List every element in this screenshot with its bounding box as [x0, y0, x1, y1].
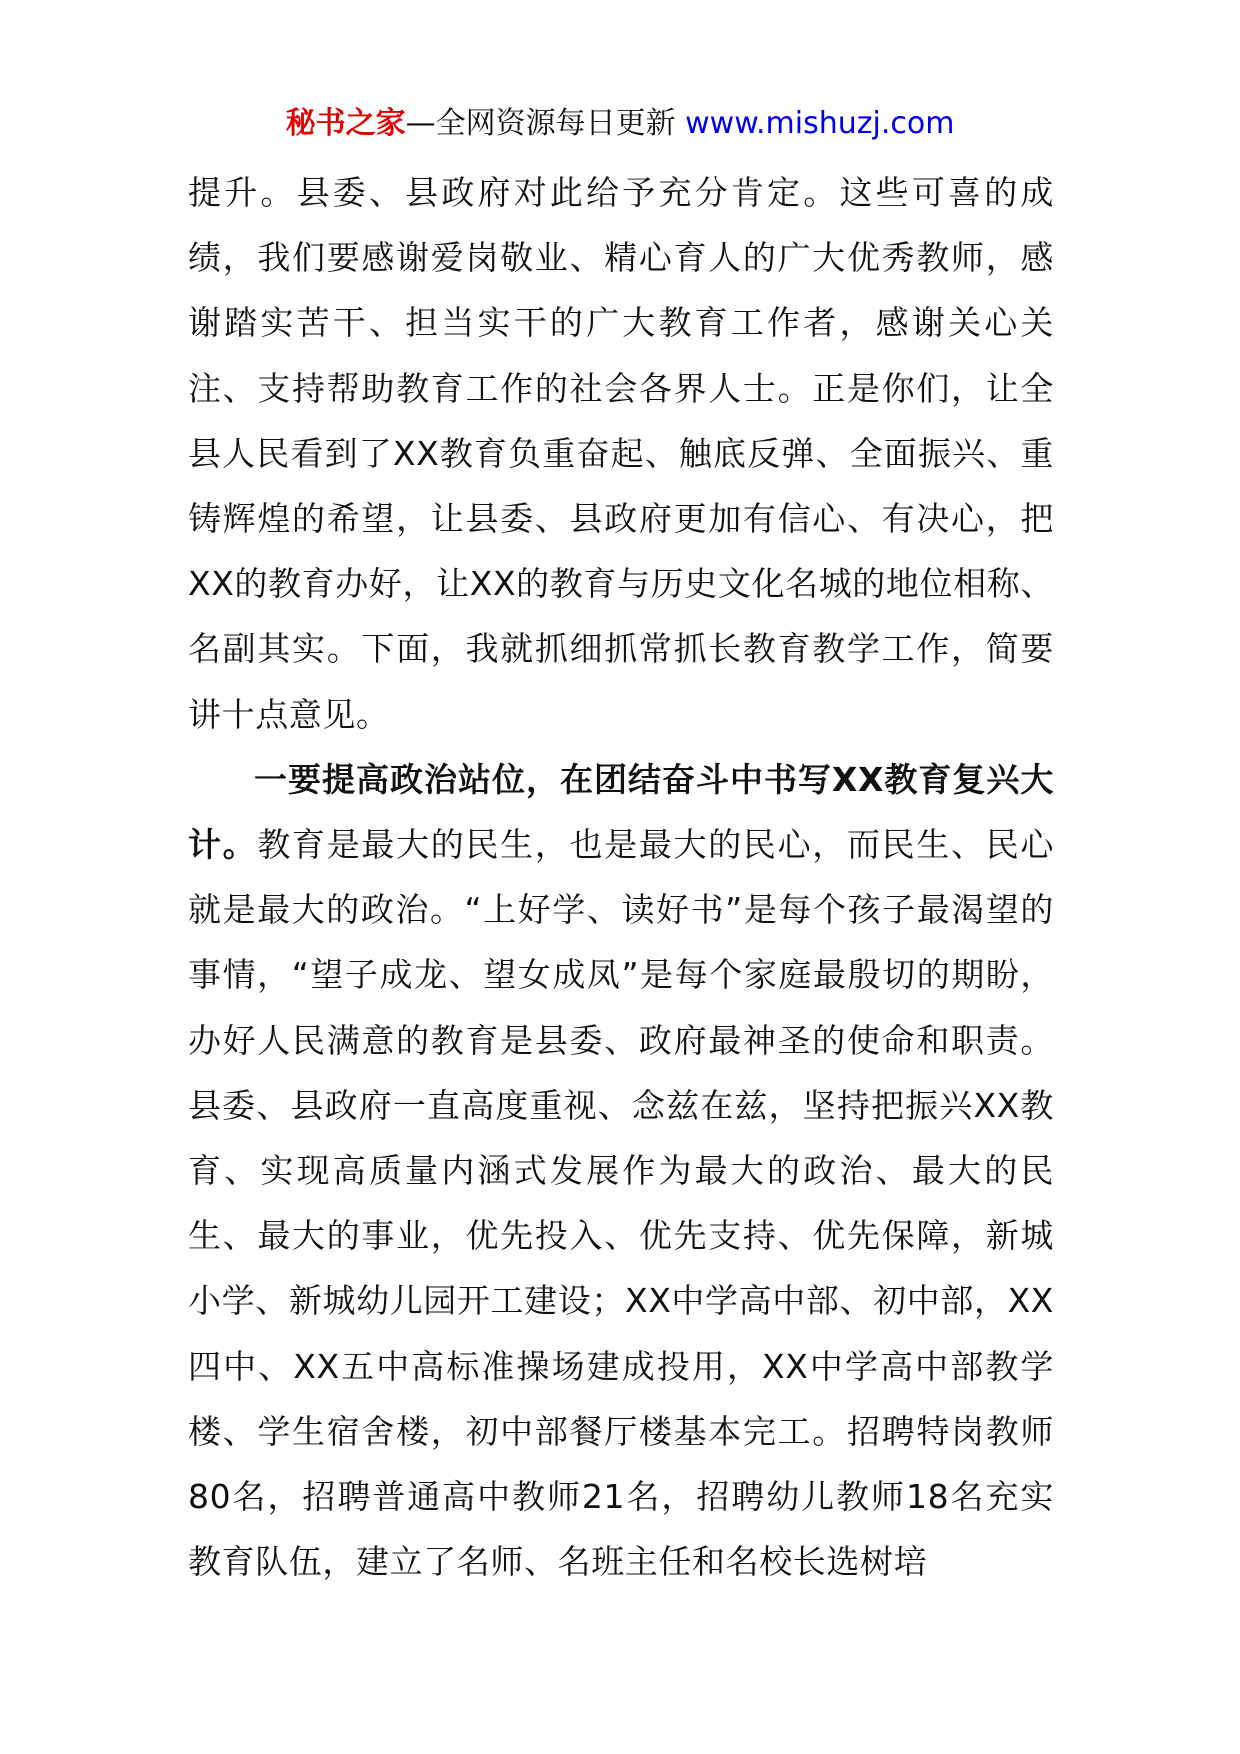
paragraph-text: 教育是最大的民生，也是最大的民心，而民生、民心就是最大的政治。“上好学、读好书”是每个孩子最渴望的事情，“望子成龙、望女成凤”是每个家庭最殷切的期盼，办好人民满意的教育是县委、政府最神圣的使命和职责。县委、县政府一直高度重视、念兹在兹，坚持把振兴XX教育、实现高质量内涵式发展作为最大的政治、最大的民生、最大的事业，优先投入、优先支持、优先保障，新城小学、新城幼儿园开工建设；XX中学高中部、初中部，XX四中、XX五中高标准操场建成投用，XX中学高中部教学楼、学生宿舍楼，初中部餐厅楼基本完工。招聘特岗教师80名，招聘普通高中教师21名，招聘幼儿教师18名充实教育队伍，建立了名师、名班主任和名校长选树培 [188, 825, 1054, 1582]
paragraph-continuation [188, 160, 1054, 747]
document-body [188, 160, 1054, 1594]
site-brand: 秘书之家 [285, 106, 406, 141]
site-slogan: —全网资源每日更新 [405, 106, 676, 141]
paragraph-section-one [188, 747, 1054, 1595]
site-header [0, 102, 1240, 146]
site-url-link[interactable]: www.mishuzj.com [685, 106, 955, 141]
paragraph-text: 提升。县委、县政府对此给予充分肯定。这些可喜的成绩，我们要感谢爱岗敬业、精心育人的广大优秀教师，感谢踏实苦干、担当实干的广大教育工作者，感谢关心关注、支持帮助教育工作的社会各界人士。正是你们，让全县人民看到了XX教育负重奋起、触底反弹、全面振兴、重铸辉煌的希望，让县委、县政府更加有信心、有决心，把XX的教育办好，让XX的教育与历史文化名城的地位相称、名副其实。下面，我就抓细抓常抓长教育教学工作，简要讲十点意见。 [188, 173, 1054, 734]
section-heading: 一要提高政治站位，在团结奋斗中书写XX教育复兴大计。 [188, 759, 1054, 865]
